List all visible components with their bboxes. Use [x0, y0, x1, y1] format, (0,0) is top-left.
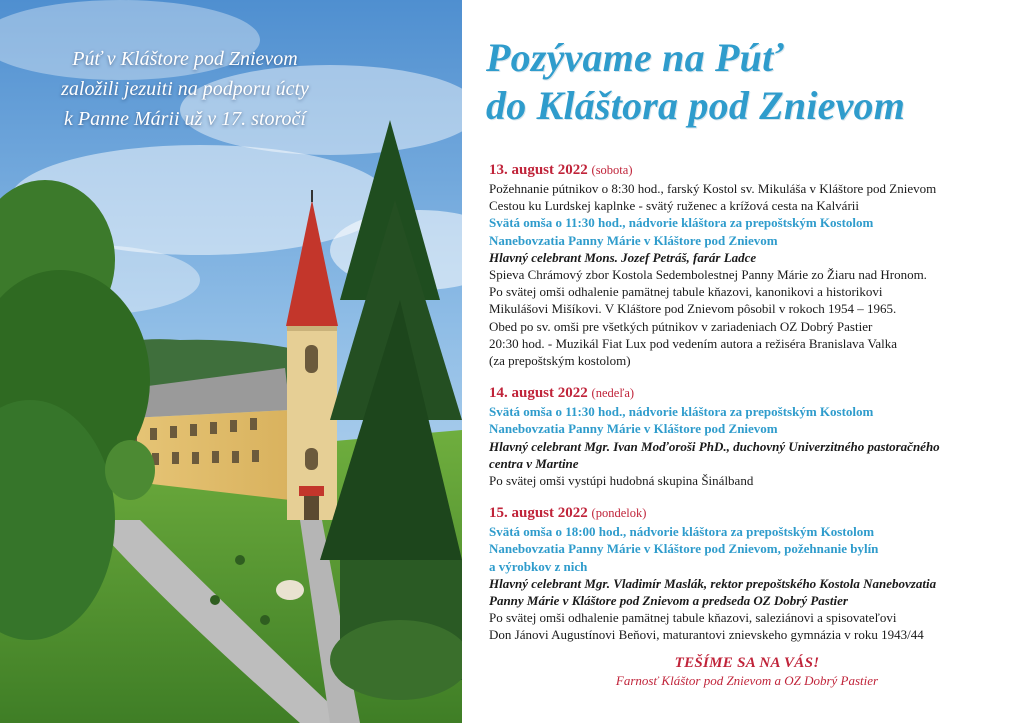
photo-caption: [20, 44, 350, 134]
day-date: 15. august 2022: [489, 505, 588, 522]
mass-info-line: Svätá omša o 11:30 hod., nádvorie kláštora za prepoštským Kostolom: [489, 215, 874, 231]
closing-signature: Farnosť Kláštor pod Znievom a OZ Dobrý Pastier: [615, 673, 879, 688]
program-line: Mikulášovi Mišíkovi. V Kláštore pod Znievom pôsobil v rokoch 1954 – 1965.: [489, 301, 897, 317]
program-line: Don Jánovi Augustínovi Beňovi, maturantovi znievskeho gymnázia v roku 1943/44: [489, 627, 924, 643]
headline-line-1: Pozývame na Púť: [486, 35, 784, 80]
day-weekday: (nedeľa): [591, 386, 635, 401]
day-date: 13. august 2022: [489, 162, 588, 178]
program-line: Obed po sv. omši pre všetkých pútnikov v zariadeniach OZ Dobrý Pastier: [489, 318, 873, 334]
program-line: Spieva Chrámový zbor Kostola Sedembolestnej Panny Márie zo Žiaru nad Hronom.: [489, 267, 927, 283]
program-line: Požehnanie pútnikov o 8:30 hod., farský Kostol sv. Mikuláša v Kláštore pod Znievom: [489, 181, 937, 196]
day-heading: [489, 384, 1014, 403]
caption-line: založili jezuiti na podporu úcty: [61, 78, 309, 100]
celebrant-line: Hlavný celebrant Mons. Jozef Petráš, farár Ladce: [489, 249, 757, 265]
program-line: 20:30 hod. - Muzikál Fiat Lux pod vedením autora a režiséra Branislava Valka: [489, 335, 898, 351]
mass-info-line: Nanebovzatia Panny Márie v Kláštore pod Znievom: [489, 232, 778, 248]
program-line: (za prepoštským kostolom): [489, 353, 631, 369]
day-weekday: (sobota): [591, 163, 633, 177]
mass-info-line: Svätá omša o 18:00 hod., nádvorie kláštora za prepoštským Kostolom: [489, 524, 875, 540]
day-weekday: (pondelok): [591, 506, 647, 521]
closing-block: [470, 654, 1024, 689]
celebrant-line: Hlavný celebrant Mgr. Vladimír Maslák, rektor prepoštského Kostola Nanebovzatia: [489, 575, 937, 591]
program-line: Cestou ku Lurdskej kaplnke - svätý ruženec a krížová cesta na Kalvárii: [489, 198, 859, 214]
day-heading: [489, 161, 1014, 180]
program-line: Po svätej omši odhalenie pamätnej tabule kňazovi, kanonikovi a historikovi: [489, 284, 883, 300]
pilgrimage-program: [489, 161, 1014, 644]
program-day: [489, 384, 1014, 489]
invitation-content: [470, 0, 1024, 723]
caption-line: k Panne Márii už v 17. storočí: [63, 108, 306, 130]
mass-info-line: Nanebovzatia Panny Márie v Kláštore pod Znievom: [489, 421, 778, 437]
mass-info-line: Nanebovzatia Panny Márie v Kláštore pod Znievom, požehnanie bylín: [489, 541, 879, 557]
caption-line: Púť v Kláštore pod Znievom: [72, 48, 298, 70]
day-date: 14. august 2022: [489, 385, 588, 402]
invitation-headline: [486, 34, 1006, 130]
program-line: Po svätej omši odhalenie pamätnej tabule kňazovi, saleziánovi a spisovateľovi: [489, 610, 897, 626]
monastery-photo: [0, 0, 462, 723]
celebrant-line: centra v Martine: [489, 455, 579, 471]
program-line: Po svätej omši vystúpi hudobná skupina Šinálband: [489, 473, 754, 489]
headline-line-2: do Kláštora pod Znievom: [486, 83, 906, 128]
mass-info-line: Svätá omša o 11:30 hod., nádvorie kláštora za prepoštským Kostolom: [489, 404, 874, 420]
mass-info-line: a výrobkov z nich: [489, 558, 588, 574]
day-heading: [489, 504, 1014, 523]
program-day: [489, 161, 1014, 369]
closing-greeting: TEŠÍME SA NA VÁS!: [674, 655, 820, 671]
program-day: [489, 504, 1014, 643]
celebrant-line: Panny Márie v Kláštore pod Znievom a predseda OZ Dobrý Pastier: [489, 593, 848, 609]
celebrant-line: Hlavný celebrant Mgr. Ivan Moďoroši PhD., duchovný Univerzitného pastoračného: [489, 438, 940, 454]
